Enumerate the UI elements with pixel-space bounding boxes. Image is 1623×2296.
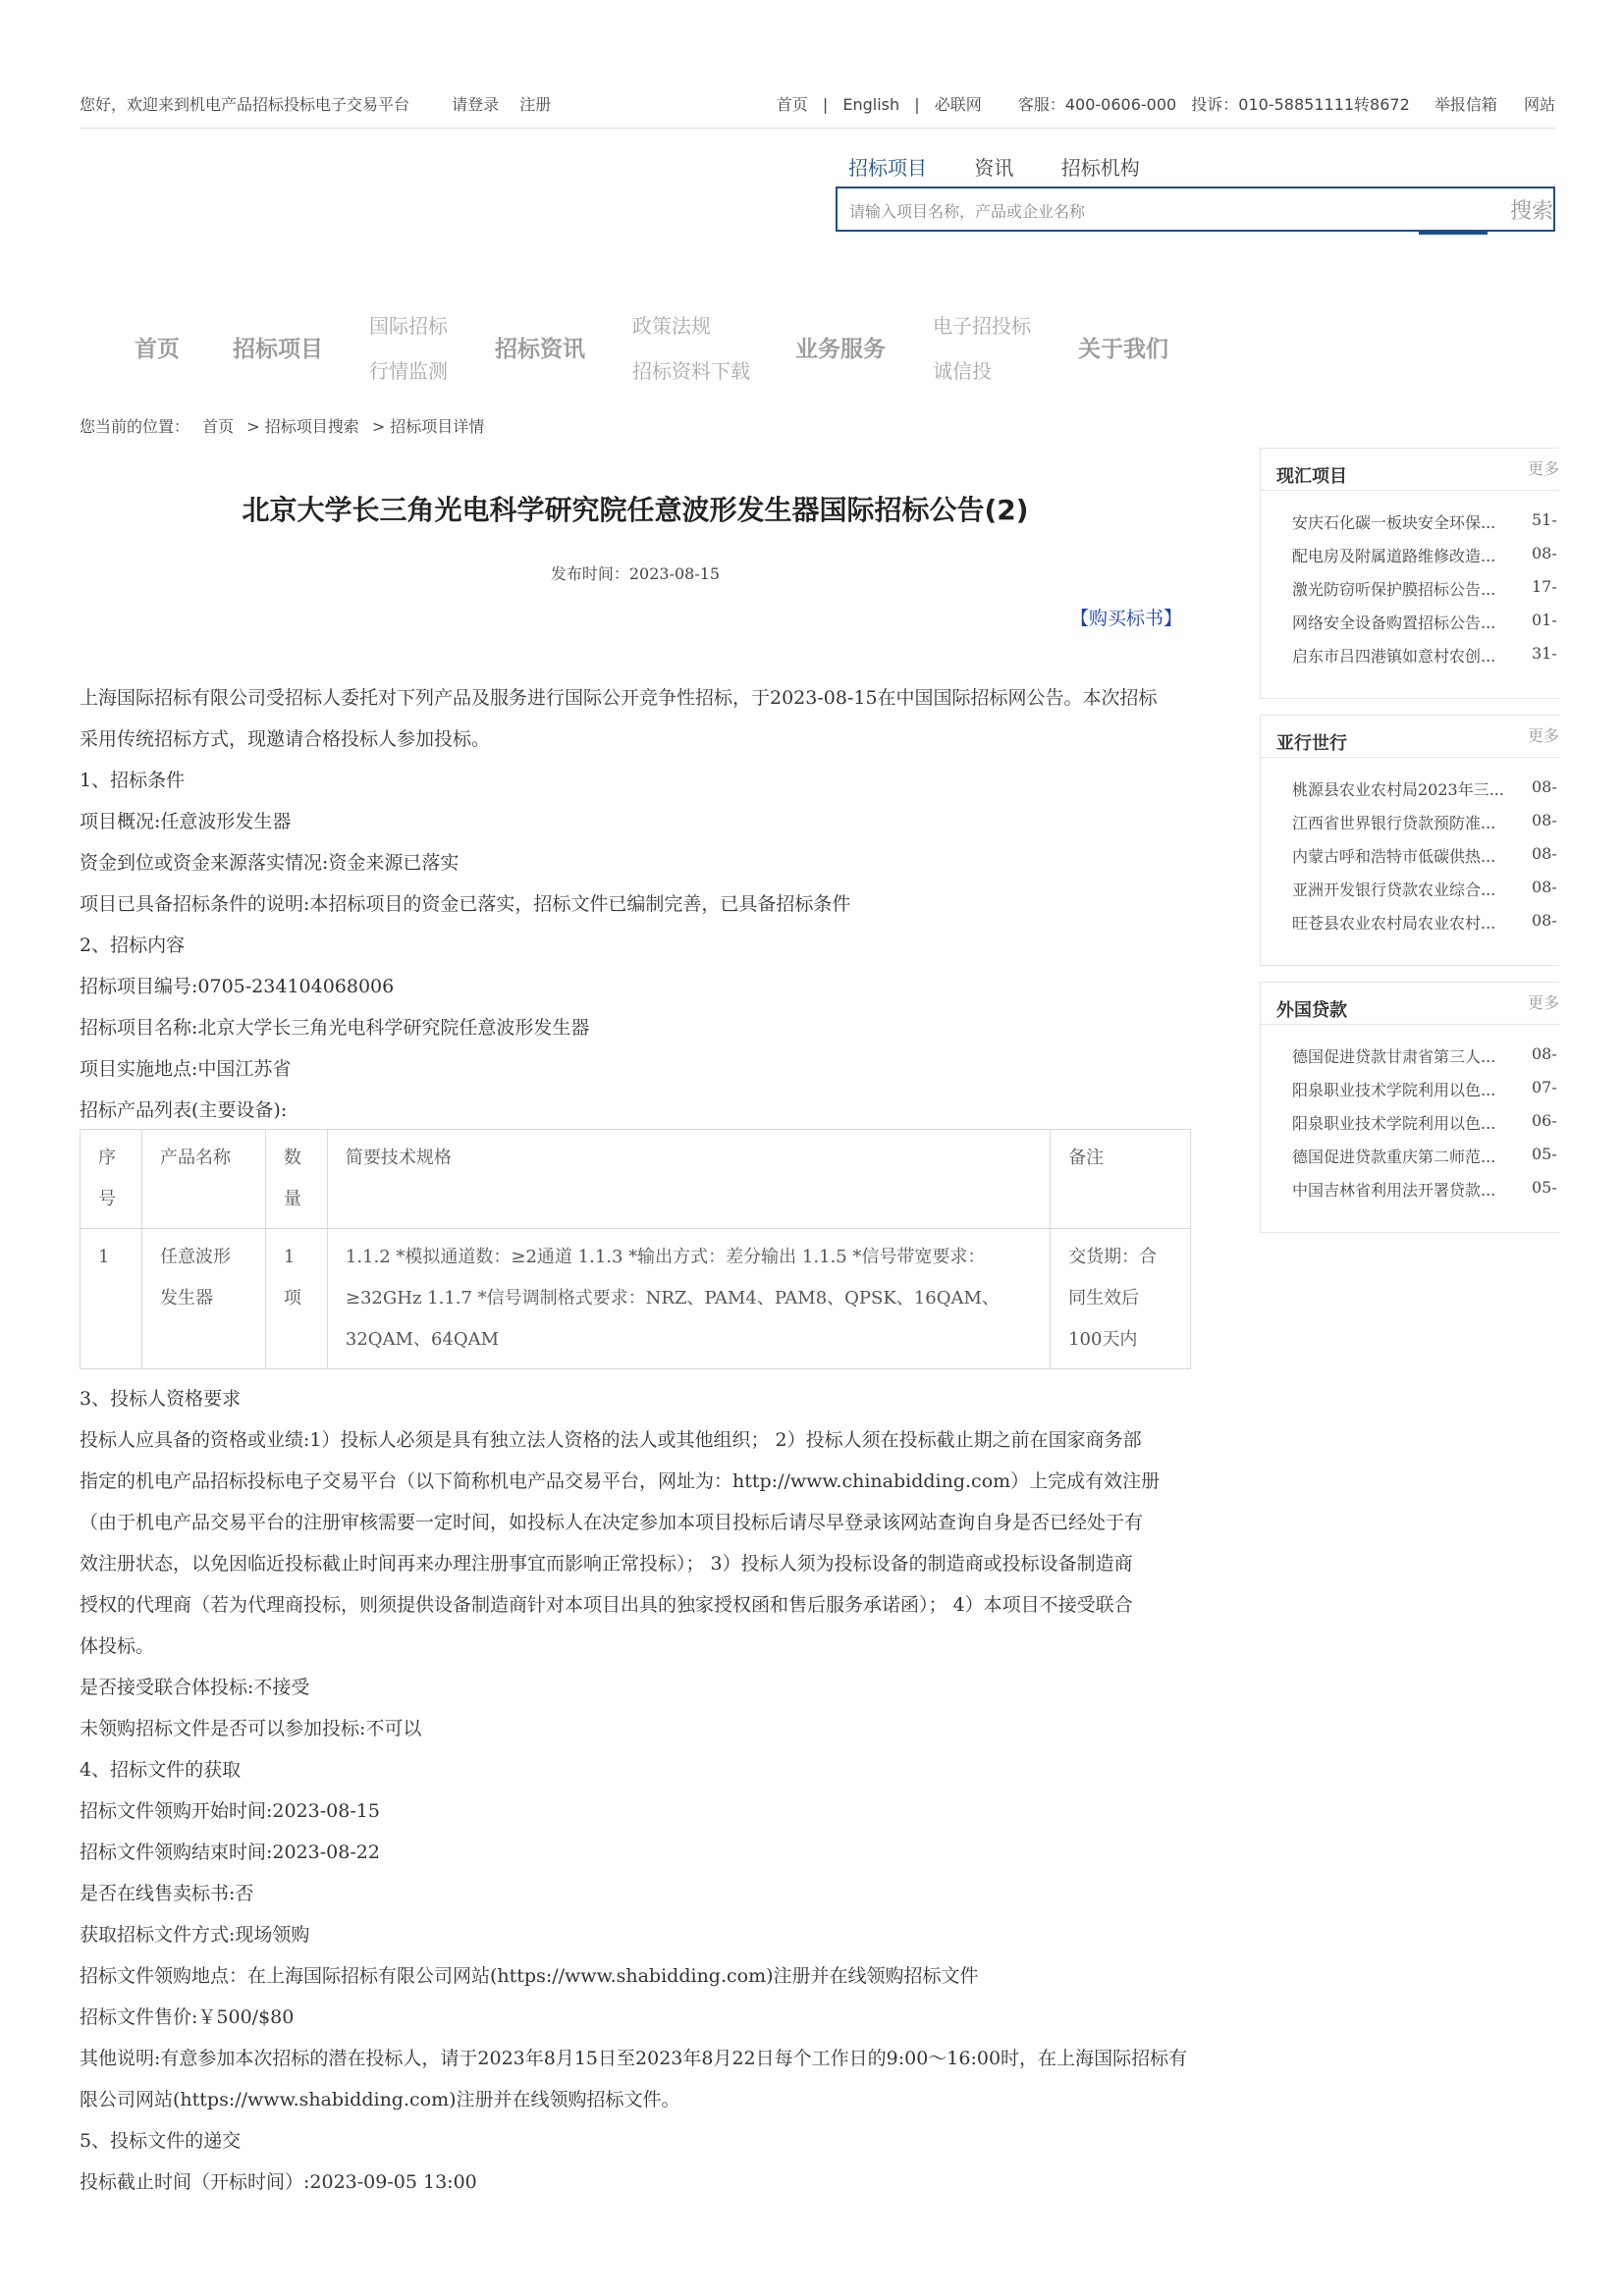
body-line: 招标文件领购结束时间:2023-08-22	[80, 1842, 380, 1863]
register-link[interactable]: 注册	[519, 95, 552, 114]
list-item-title[interactable]: 阳泉职业技术学院利用以色...	[1292, 1081, 1496, 1099]
table-header: 备注	[1051, 1130, 1191, 1229]
sidebar-box-cash-projects	[1260, 448, 1559, 699]
table-cell-note: 交货期：合同生效后100天内	[1051, 1229, 1191, 1369]
list-item-title[interactable]: 旺苍县农业农村局农业农村...	[1292, 914, 1496, 933]
list-item-date: 08-	[1532, 911, 1557, 930]
top-bar	[80, 88, 1555, 129]
body-line: 投标人应具备的资格或业绩:1）投标人必须是具有独立法人资格的法人或其他组织； 2）投标人须在投标截止期之前在国家商务部	[80, 1429, 1142, 1451]
body-line: 获取招标文件方式:现场领购	[80, 1924, 310, 1946]
list-item[interactable]	[1261, 644, 1559, 677]
home-link[interactable]: 首页	[776, 95, 808, 114]
list-item-date: 01-	[1532, 611, 1557, 629]
list-item[interactable]	[1261, 777, 1559, 811]
nav-downloads[interactable]: 招标资料下载	[632, 359, 750, 383]
body-line: 采用传统招标方式，现邀请合格投标人参加投标。	[80, 728, 491, 750]
list-item-title[interactable]: 江西省世界银行贷款预防准...	[1292, 814, 1496, 832]
list-item-date: 08-	[1532, 777, 1557, 796]
body-line: 招标文件领购开始时间:2023-08-15	[80, 1800, 380, 1822]
nav-news[interactable]: 招标资讯	[495, 337, 585, 362]
sidebar-box-title: 外国贷款	[1276, 1000, 1347, 1021]
list-item-title[interactable]: 激光防窃听保护膜招标公告...	[1292, 580, 1496, 599]
nav-e-bidding[interactable]: 电子招投标	[933, 314, 1031, 338]
list-item-date: 08-	[1532, 811, 1557, 829]
list-item-title[interactable]: 安庆石化碳一板块安全环保...	[1292, 513, 1496, 532]
table-header: 序号	[81, 1130, 142, 1229]
english-link[interactable]: English	[842, 95, 900, 114]
list-item[interactable]	[1261, 510, 1559, 544]
sidebar-box-header	[1261, 716, 1559, 758]
breadcrumb-detail: > 招标项目详情	[371, 417, 485, 436]
list-item[interactable]	[1261, 1078, 1559, 1111]
tab-projects[interactable]: 招标项目	[848, 156, 927, 180]
list-item-date: 08-	[1532, 1044, 1557, 1063]
list-item-title[interactable]: 启东市吕四港镇如意村农创...	[1292, 647, 1496, 666]
nav-intl-bidding[interactable]: 国际招标	[369, 314, 448, 338]
list-item[interactable]	[1261, 844, 1559, 878]
buy-tender-link[interactable]: 【购买标书】	[1070, 608, 1183, 629]
body-line: 未领购招标文件是否可以参加投标:不可以	[80, 1718, 422, 1739]
body-line: 招标文件售价:￥500/$80	[80, 2006, 295, 2028]
search-input[interactable]	[847, 197, 1401, 225]
list-item[interactable]	[1261, 1178, 1559, 1211]
body-line: 投标截止时间（开标时间）:2023-09-05 13:00	[80, 2171, 477, 2193]
search-tab-indicator	[1419, 232, 1488, 235]
list-item-title[interactable]: 内蒙古呼和浩特市低碳供热...	[1292, 847, 1496, 866]
section-heading: 1、招标条件	[80, 770, 186, 791]
body-line: 项目已具备招标条件的说明:本招标项目的资金已落实，招标文件已编制完善，已具备招标条件	[80, 893, 851, 915]
nav-about[interactable]: 关于我们	[1078, 337, 1168, 362]
body-line: 招标文件领购地点：在上海国际招标有限公司网站(https://www.shabidding.com)注册并在线领购招标文件	[80, 1965, 979, 1987]
list-item-date: 08-	[1532, 544, 1557, 562]
section-heading: 2、招标内容	[80, 934, 186, 956]
body-line: 招标项目编号:0705-234104068006	[80, 976, 395, 997]
list-item-title[interactable]: 亚洲开发银行贷款农业综合...	[1292, 881, 1496, 899]
list-item-date: 17-	[1532, 577, 1557, 596]
list-item-title[interactable]: 德国促进贷款甘肃省第三人...	[1292, 1047, 1496, 1066]
body-line: 授权的代理商（若为代理商投标，则须提供设备制造商针对本项目出具的独家授权函和售后服务承诺函）； 4）本项目不接受联合	[80, 1594, 1133, 1616]
table-header-row	[81, 1130, 1191, 1229]
body-line: 上海国际招标有限公司受招标人委托对下列产品及服务进行国际公开竞争性招标，于2023-08-15在中国国际招标网公告。本次招标	[80, 687, 1158, 709]
page-title: 北京大学长三角光电科学研究院任意波形发生器国际招标公告(2)	[242, 494, 1029, 526]
more-link[interactable]: 更多	[1527, 459, 1559, 478]
list-item-date: 06-	[1532, 1111, 1557, 1130]
nav-business[interactable]: 业务服务	[795, 337, 886, 362]
table-row	[81, 1229, 1191, 1369]
body-line: 指定的机电产品招标投标电子交易平台（以下简称机电产品交易平台，网址为：http://www.chinabidding.com）上完成有效注册	[80, 1470, 1161, 1492]
search-button[interactable]: 搜索	[1504, 190, 1553, 228]
body-line: 招标产品列表(主要设备):	[80, 1099, 288, 1121]
welcome-text: 您好，欢迎来到机电产品招标投标电子交易平台	[80, 95, 410, 114]
sidebar-box-header	[1261, 983, 1559, 1025]
list-item-date: 08-	[1532, 878, 1557, 896]
list-item-title[interactable]: 网络安全设备购置招标公告...	[1292, 614, 1496, 632]
list-item[interactable]	[1261, 611, 1559, 644]
table-cell-name: 任意波形发生器	[141, 1229, 265, 1369]
list-item-title[interactable]: 桃源县农业农村局2023年三...	[1292, 780, 1504, 799]
login-link[interactable]: 请登录	[452, 95, 500, 114]
list-item[interactable]	[1261, 911, 1559, 944]
search-tabs	[848, 152, 1181, 181]
sidebar-box-title: 现汇项目	[1276, 466, 1347, 487]
body-line: （由于机电产品交易平台的注册审核需要一定时间，如投标人在决定参加本项目投标后请尽早登录该网站查询自身是否已经处于有	[80, 1512, 1144, 1533]
tab-news[interactable]: 资讯	[974, 156, 1014, 180]
section-heading: 4、招标文件的获取	[80, 1759, 242, 1781]
body-line: 是否在线售卖标书:否	[80, 1883, 254, 1904]
body-line: 其他说明:有意参加本次招标的潜在投标人，请于2023年8月15日至2023年8月22日每个工作日的9:00～16:00时，在上海国际招标有	[80, 2048, 1188, 2069]
more-link[interactable]: 更多	[1527, 993, 1559, 1012]
nav-market-monitor[interactable]: 行情监测	[369, 359, 448, 383]
publish-time: 发布时间：2023-08-15	[550, 564, 721, 583]
sidebar-box-foreign-loans	[1260, 982, 1559, 1233]
sidebar-box-adb-wb	[1260, 715, 1559, 966]
table-cell-qty: 1项	[265, 1229, 327, 1369]
complaint-label: 投诉：	[1191, 95, 1239, 114]
list-item[interactable]	[1261, 1145, 1559, 1178]
more-link[interactable]: 更多	[1527, 726, 1559, 745]
list-item[interactable]	[1261, 878, 1559, 911]
complaint-phone: 010-58851111转8672	[1238, 95, 1410, 114]
divider: |	[914, 95, 920, 114]
nav-credit[interactable]: 诚信投	[933, 359, 992, 383]
breadcrumb	[80, 414, 492, 437]
section-heading: 5、投标文件的递交	[80, 2130, 242, 2152]
list-item-title[interactable]: 配电房及附属道路维修改造...	[1292, 547, 1496, 565]
list-item[interactable]	[1261, 1044, 1559, 1078]
sidebar-box-title: 亚行世行	[1276, 733, 1347, 754]
body-line: 限公司网站(https://www.shabidding.com)注册并在线领购招标文件。	[80, 2089, 680, 2110]
table-header: 产品名称	[141, 1130, 265, 1229]
list-item-date: 51-	[1532, 510, 1557, 529]
list-item[interactable]	[1261, 1111, 1559, 1145]
nav-home[interactable]: 首页	[135, 337, 180, 362]
breadcrumb-search[interactable]: > 招标项目搜索	[246, 417, 359, 436]
body-line: 效注册状态，以免因临近投标截止时间再来办理注册事宜而影响正常投标）； 3）投标人须为投标设备的制造商或投标设备制造商	[80, 1553, 1133, 1575]
list-item-date: 05-	[1532, 1145, 1557, 1163]
divider: |	[822, 95, 829, 114]
body-line: 是否接受联合体投标:不接受	[80, 1677, 310, 1698]
table-cell-no: 1	[81, 1229, 142, 1369]
service-label: 客服：	[1017, 95, 1065, 114]
body-line: 资金到位或资金来源落实情况:资金来源已落实	[80, 852, 460, 874]
list-item-date: 08-	[1532, 844, 1557, 863]
product-table	[80, 1129, 1191, 1369]
tab-agencies[interactable]: 招标机构	[1060, 156, 1140, 180]
section-heading: 3、投标人资格要求	[80, 1388, 242, 1410]
body-line: 体投标。	[80, 1635, 155, 1657]
list-item-date: 07-	[1532, 1078, 1557, 1096]
service-phone: 400-0606-000	[1064, 95, 1177, 114]
list-item[interactable]	[1261, 577, 1559, 611]
nav-policy[interactable]: 政策法规	[632, 314, 711, 338]
search-box	[836, 187, 1555, 232]
list-item-date: 05-	[1532, 1178, 1557, 1197]
table-cell-spec: 1.1.2 *模拟通道数：≥2通道 1.1.3 *输出方式：差分输出 1.1.5 *信号带宽要求：≥32GHz 1.1.7 *信号调制格式要求：NRZ、PAM4、PAM8、QPSK、16QAM、32QAM、64QAM	[327, 1229, 1050, 1369]
breadcrumb-home[interactable]: 首页	[202, 417, 235, 436]
breadcrumb-label: 您当前的位置：	[80, 417, 190, 436]
body-line: 项目概况:任意波形发生器	[80, 811, 292, 832]
list-item-title[interactable]: 阳泉职业技术学院利用以色...	[1292, 1114, 1496, 1133]
bilian-link[interactable]: 必联网	[934, 95, 982, 114]
report-link[interactable]: 举报信箱	[1434, 95, 1497, 114]
list-item-title[interactable]: 德国促进贷款重庆第二师范...	[1292, 1148, 1496, 1166]
nav-projects[interactable]: 招标项目	[233, 337, 323, 362]
list-item[interactable]	[1261, 544, 1559, 577]
list-item-date: 31-	[1532, 644, 1557, 663]
body-line: 招标项目名称:北京大学长三角光电科学研究院任意波形发生器	[80, 1017, 590, 1039]
site-link[interactable]: 网站	[1523, 95, 1555, 114]
list-item-title[interactable]: 中国吉林省利用法开署贷款...	[1292, 1181, 1496, 1200]
list-item[interactable]	[1261, 811, 1559, 844]
table-header: 简要技术规格	[327, 1130, 1050, 1229]
sidebar-box-header	[1261, 449, 1559, 491]
body-line: 项目实施地点:中国江苏省	[80, 1058, 292, 1080]
table-header: 数量	[265, 1130, 327, 1229]
